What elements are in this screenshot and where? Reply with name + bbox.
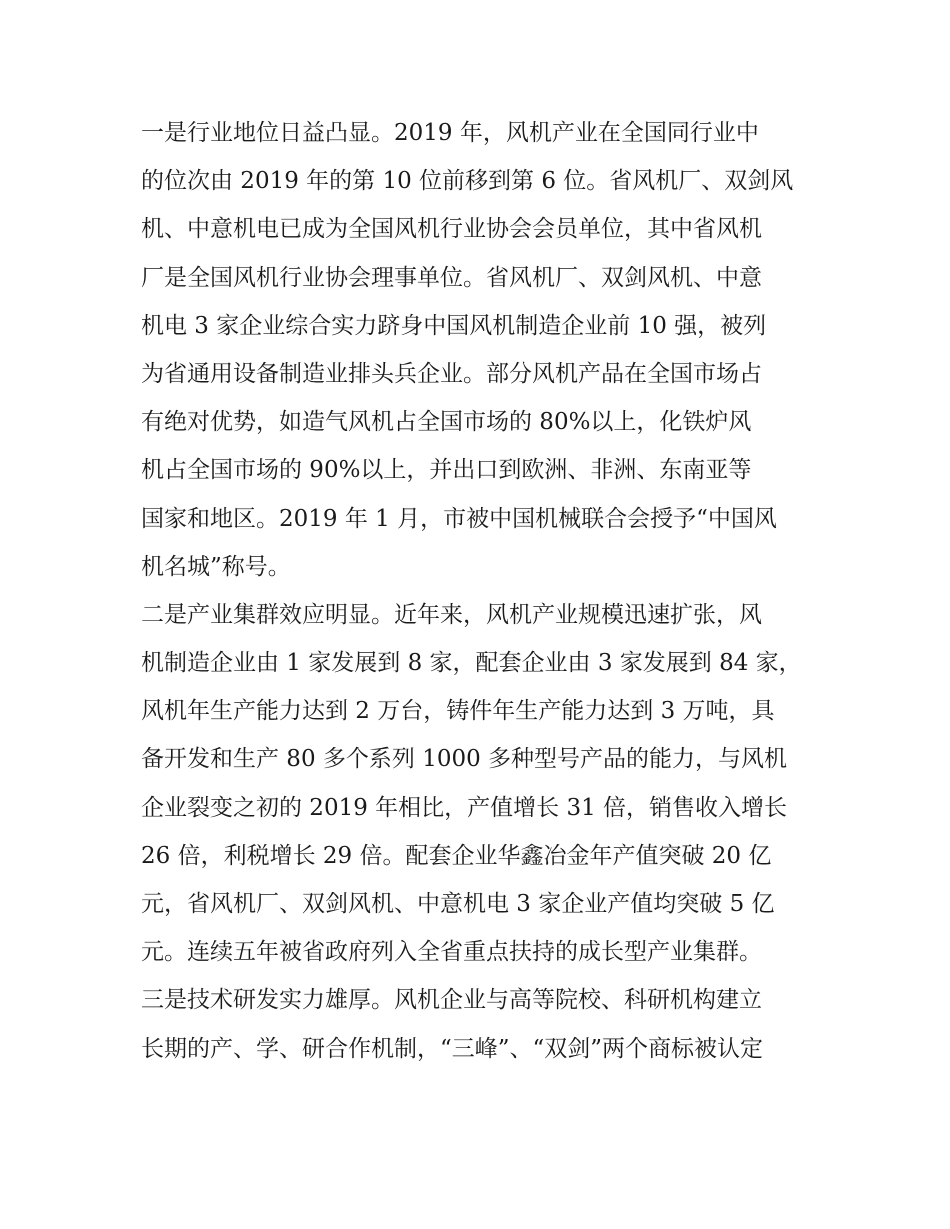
text-line: 为省通用设备制造业排头兵企业。部分风机产品在全国市场占 [141, 360, 762, 387]
text-line: 企业裂变之初的 2019 年相比，产值增长 31 倍，销售收入增长 [141, 794, 788, 821]
text-line: 二是产业集群效应明显。近年来，风机产业规模迅速扩张，风 [141, 601, 762, 628]
text-line: 备开发和生产 80 多个系列 1000 多种型号产品的能力，与风机 [141, 746, 788, 773]
text-line: 机占全国市场的 90%以上，并出口到欧洲、非洲、东南亚等 [141, 457, 752, 484]
text-line: 国家和地区。2019 年 1 月，市被中国机械联合会授予“中国风 [141, 505, 777, 532]
text-line: 三是技术研发实力雄厚。风机企业与高等院校、科研机构建立 [141, 987, 762, 1014]
text-line: 机名城”称号。 [141, 553, 291, 580]
text-line: 风机年生产能力达到 2 万台，铸件年生产能力达到 3 万吨，具 [141, 698, 775, 725]
text-line: 一是行业地位日益凸显。2019 年，风机产业在全国同行业中 [141, 120, 759, 146]
text-line: 的位次由 2019 年的第 10 位前移到第 6 位。省风机厂、双剑风 [141, 168, 794, 195]
text-line: 26 倍，利税增长 29 倍。配套企业华鑫冶金年产值突破 20 亿 [141, 842, 772, 869]
text-line: 有绝对优势，如造气风机占全国市场的 80%以上，化铁炉风 [141, 409, 752, 436]
text-line: 长期的产、学、研合作机制，“三峰”、“双剑”两个商标被认定 [141, 1035, 764, 1062]
text-line: 机制造企业由 1 家发展到 8 家，配套企业由 3 家发展到 84 家， [141, 650, 802, 677]
text-line: 厂是全国风机行业协会理事单位。省风机厂、双剑风机、中意 [141, 264, 762, 291]
text-line: 元。连续五年被省政府列入全省重点扶持的成长型产业集群。 [141, 939, 762, 966]
text-line: 机、中意机电已成为全国风机行业协会会员单位，其中省风机 [141, 216, 762, 243]
text-line: 元，省风机厂、双剑风机、中意机电 3 家企业产值均突破 5 亿 [141, 891, 775, 917]
body-text [141, 109, 813, 1073]
text-line: 机电 3 家企业综合实力跻身中国风机制造企业前 10 强，被列 [141, 312, 767, 339]
